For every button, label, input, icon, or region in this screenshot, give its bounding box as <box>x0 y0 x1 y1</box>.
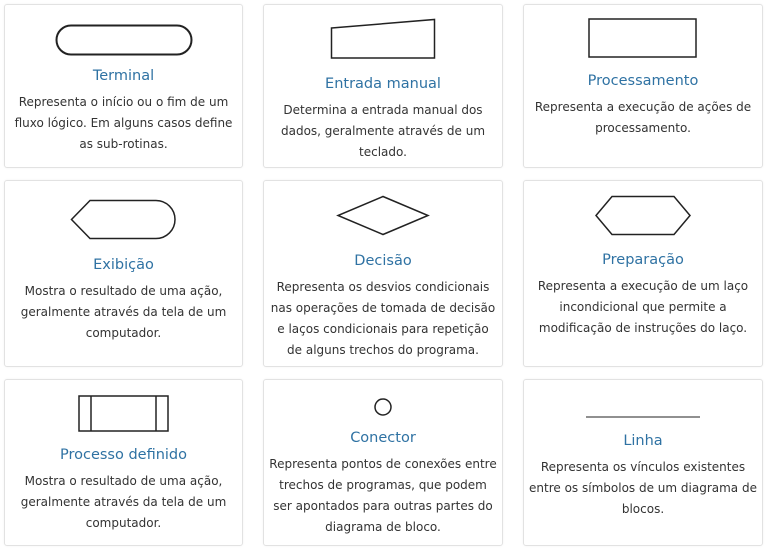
connector-shape-icon <box>264 380 502 428</box>
symbol-card-manual-input <box>263 4 503 168</box>
symbol-card-predefined-process <box>4 379 243 546</box>
symbol-description: Representa pontos de conexões entre trechos de programas, que podem ser apontados para outras partes do diagrama de bloco. <box>269 457 497 534</box>
process-shape-icon <box>524 5 762 71</box>
symbol-title: Conector <box>350 430 416 446</box>
terminal-shape-icon <box>5 5 242 66</box>
symbol-card-decision <box>263 180 503 367</box>
symbol-description: Representa a execução de um laço incondicional que permite a modificação de instruções do laço. <box>537 279 749 335</box>
symbol-title: Processo definido <box>59 447 188 463</box>
predefined-process-shape-icon <box>5 380 242 445</box>
symbol-title: Decisão <box>354 253 412 269</box>
symbol-title: Terminal <box>92 68 155 84</box>
symbol-title: Exibição <box>93 257 154 273</box>
symbol-title: Processamento <box>587 73 699 89</box>
symbol-card-preparation <box>523 180 763 367</box>
symbol-card-display <box>4 180 243 367</box>
display-shape-icon <box>5 181 242 255</box>
symbol-card-terminal <box>4 4 243 168</box>
line-shape-icon <box>524 380 762 431</box>
symbol-card-connector <box>263 379 503 546</box>
symbol-card-line <box>523 379 763 546</box>
manual-input-shape-icon <box>264 5 502 74</box>
symbol-description: Representa a execução de ações de processamento. <box>534 100 752 135</box>
symbol-description: Representa os desvios condicionais nas operações de tomada de decisão e laços condicionais para repetição de alguns trechos do programa. <box>270 280 496 357</box>
symbol-description: Mostra o resultado de uma ação, geralmente através da tela de um computador. <box>20 284 227 340</box>
symbol-title: Linha <box>623 433 663 449</box>
preparation-shape-icon <box>524 181 762 250</box>
symbol-description: Representa o início ou o fim de um fluxo lógico. Em alguns casos define as sub-rotinas. <box>14 95 233 151</box>
decision-shape-icon <box>264 181 502 251</box>
symbol-description: Mostra o resultado de uma ação, geralmente através da tela de um computador. <box>20 474 227 530</box>
symbol-card-processing <box>523 4 763 168</box>
symbol-description: Representa os vínculos existentes entre os símbolos de um diagrama de blocos. <box>529 460 757 516</box>
symbol-title: Preparação <box>602 252 684 268</box>
symbol-description: Determina a entrada manual dos dados, geralmente através de um teclado. <box>280 103 486 159</box>
symbol-title: Entrada manual <box>325 76 441 92</box>
